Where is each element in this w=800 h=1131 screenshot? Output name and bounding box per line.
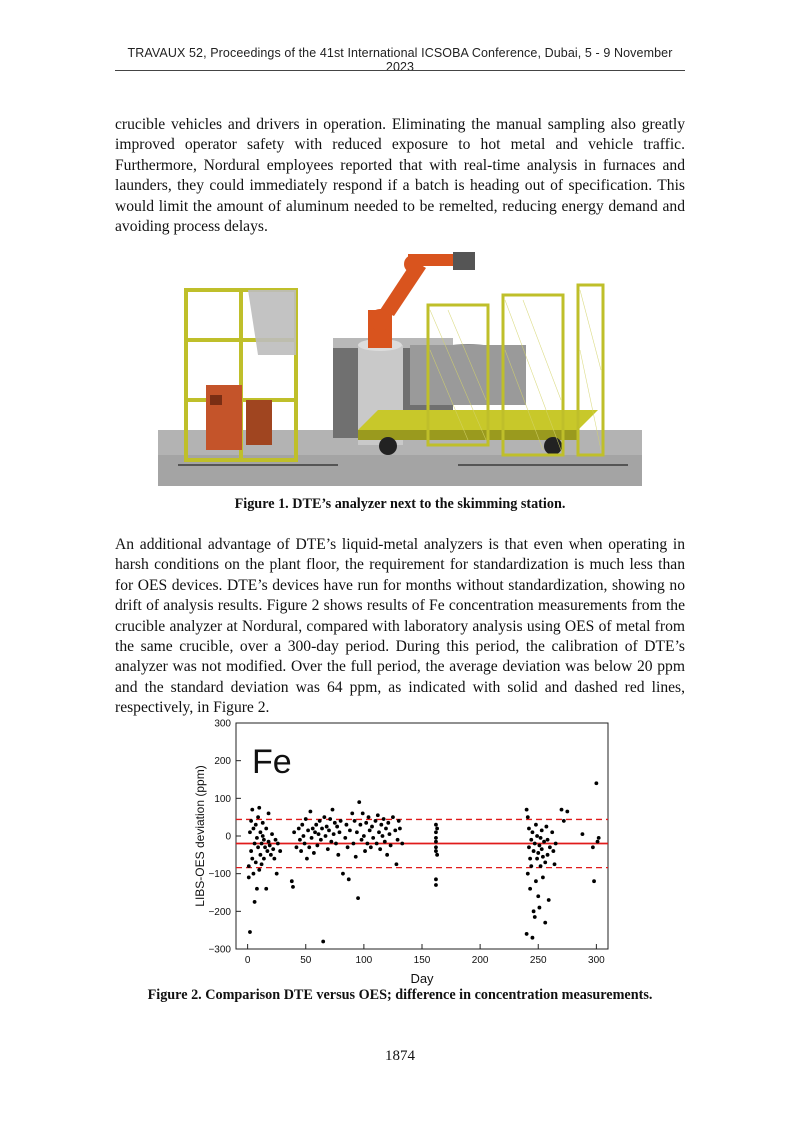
- data-point: [310, 836, 314, 840]
- data-point: [591, 845, 595, 849]
- data-point: [264, 827, 268, 831]
- data-point: [278, 849, 282, 853]
- data-point: [305, 857, 309, 861]
- data-point: [335, 825, 339, 829]
- data-point: [528, 887, 532, 891]
- data-point: [395, 862, 399, 866]
- data-point: [259, 830, 263, 834]
- data-point: [367, 815, 371, 819]
- data-point: [352, 842, 356, 846]
- figure-2-caption: Figure 2. Comparison DTE versus OES; difference in concentration measurements.: [147, 987, 653, 1003]
- data-point: [375, 842, 379, 846]
- data-point: [272, 857, 276, 861]
- data-point: [388, 832, 392, 836]
- data-point: [382, 817, 386, 821]
- data-point: [384, 827, 388, 831]
- data-point: [261, 821, 265, 825]
- data-point: [267, 840, 271, 844]
- cart-wheel: [379, 437, 397, 455]
- data-point: [341, 872, 345, 876]
- data-point: [565, 810, 569, 814]
- data-point: [398, 827, 402, 831]
- data-point: [435, 827, 439, 831]
- data-point: [269, 853, 273, 857]
- data-point: [546, 838, 550, 842]
- data-point: [536, 851, 540, 855]
- data-point: [374, 819, 378, 823]
- data-point: [531, 936, 535, 940]
- data-point: [315, 844, 319, 848]
- data-point: [346, 845, 350, 849]
- data-point: [539, 864, 543, 868]
- data-point: [300, 823, 304, 827]
- y-axis-label: LIBS-OES deviation (ppm): [193, 765, 207, 907]
- figure-1-caption: Figure 1. DTE’s analyzer next to the skimming station.: [234, 496, 566, 512]
- x-tick-label: 250: [529, 955, 547, 966]
- data-point: [525, 932, 529, 936]
- data-point: [338, 830, 342, 834]
- data-point: [562, 819, 566, 823]
- x-tick-label: 0: [244, 955, 251, 966]
- x-tick-label: 300: [588, 955, 605, 966]
- data-point: [434, 840, 438, 844]
- data-point: [256, 815, 260, 819]
- data-point: [299, 849, 303, 853]
- data-point: [253, 842, 257, 846]
- data-point: [348, 828, 352, 832]
- data-point: [262, 857, 266, 861]
- figure-2-chart: [188, 715, 618, 987]
- data-point: [434, 849, 438, 853]
- x-axis-ticks: [245, 944, 605, 966]
- data-point: [534, 879, 538, 883]
- data-point: [291, 885, 295, 889]
- data-point: [325, 825, 329, 829]
- robot-tool: [453, 252, 475, 270]
- data-point: [389, 844, 393, 848]
- data-point: [369, 845, 373, 849]
- data-point: [333, 821, 337, 825]
- data-point: [317, 832, 321, 836]
- data-point: [529, 838, 533, 842]
- y-tick-label: −300: [208, 944, 231, 956]
- data-point: [297, 827, 301, 831]
- data-point: [548, 845, 552, 849]
- data-point: [533, 842, 537, 846]
- data-point: [247, 864, 251, 868]
- data-point: [343, 836, 347, 840]
- data-point: [526, 815, 530, 819]
- data-point: [319, 838, 323, 842]
- data-point: [434, 836, 438, 840]
- data-point: [529, 864, 533, 868]
- data-point: [362, 834, 366, 838]
- data-point: [264, 887, 268, 891]
- data-point: [358, 823, 362, 827]
- data-point: [534, 823, 538, 827]
- data-point: [535, 834, 539, 838]
- data-point: [276, 842, 280, 846]
- data-point: [397, 819, 401, 823]
- data-point: [334, 842, 338, 846]
- data-point: [360, 838, 364, 842]
- x-tick-label: 200: [471, 955, 489, 966]
- data-point: [303, 842, 307, 846]
- data-point: [270, 832, 274, 836]
- data-point: [526, 872, 530, 876]
- data-point: [271, 847, 275, 851]
- data-point: [267, 812, 271, 816]
- data-point: [260, 862, 264, 866]
- data-point: [543, 860, 547, 864]
- data-point: [250, 808, 254, 812]
- data-point: [551, 849, 555, 853]
- data-point: [553, 862, 557, 866]
- data-point: [350, 812, 354, 816]
- page-number: 1874: [385, 1048, 415, 1064]
- header-rule: [115, 70, 685, 71]
- data-point: [345, 823, 349, 827]
- data-point: [254, 823, 258, 827]
- data-point: [361, 812, 365, 816]
- data-point: [541, 876, 545, 880]
- x-tick-label: 100: [355, 955, 373, 966]
- y-tick-label: 100: [214, 793, 231, 805]
- data-point: [364, 821, 368, 825]
- data-point: [547, 898, 551, 902]
- data-point: [336, 853, 340, 857]
- chart-annotation-fe: Fe: [252, 743, 292, 781]
- data-point: [250, 857, 254, 861]
- data-point: [306, 828, 310, 832]
- data-point: [347, 877, 351, 881]
- data-point: [249, 819, 253, 823]
- paragraph-2: An additional advantage of DTE’s liquid-metal analyzers is that even when operating in harsh conditions on the plant floor, the requirement for standardization is much less than for OES devices. DTE’s devices have run for months without standardization, showing no drift of analysis results. Figure 2 shows results of Fe concentration measurements from the crucible analyzer at Nordural, compared with laboratory analysis using OES of metal from the same crucible, over a 300-day period. During this period, the calibration of DTE’s analyzer was not modified. Over the full period, the average deviation was below 20 ppm and the standard deviation was 64 ppm, as indicated with solid and dashed red lines, respectively, in Figure 2.: [115, 536, 685, 717]
- data-point: [385, 853, 389, 857]
- data-point: [260, 842, 264, 846]
- data-point: [527, 845, 531, 849]
- data-point: [386, 821, 390, 825]
- data-point: [298, 838, 302, 842]
- data-point: [259, 853, 263, 857]
- data-point: [255, 836, 259, 840]
- y-tick-label: −200: [208, 906, 231, 918]
- data-point: [331, 808, 335, 812]
- y-tick-label: 0: [225, 831, 231, 843]
- data-point: [393, 828, 397, 832]
- data-point: [248, 830, 252, 834]
- data-point: [356, 896, 360, 900]
- data-point: [265, 849, 269, 853]
- x-tick-label: 150: [413, 955, 431, 966]
- data-point: [531, 830, 535, 834]
- data-point: [252, 827, 256, 831]
- data-point: [253, 900, 257, 904]
- data-point: [332, 832, 336, 836]
- data-point: [540, 828, 544, 832]
- y-tick-label: 300: [214, 718, 231, 730]
- data-point: [309, 810, 313, 814]
- data-point: [378, 847, 382, 851]
- data-point: [261, 834, 265, 838]
- reference-lines: [236, 819, 608, 867]
- data-point: [254, 860, 258, 864]
- data-point: [262, 838, 266, 842]
- data-point: [324, 834, 328, 838]
- data-point: [560, 808, 564, 812]
- data-point: [536, 894, 540, 898]
- plot-frame: [236, 723, 608, 949]
- data-point: [312, 851, 316, 855]
- data-point: [538, 906, 542, 910]
- data-point: [527, 827, 531, 831]
- data-point: [313, 830, 317, 834]
- data-point: [541, 855, 545, 859]
- data-point: [355, 830, 359, 834]
- data-point: [381, 834, 385, 838]
- data-point: [370, 825, 374, 829]
- analyzer-cabinet-panel: [210, 395, 222, 405]
- data-point: [434, 877, 438, 881]
- y-tick-label: −100: [208, 869, 231, 881]
- data-point: [434, 830, 438, 834]
- data-point: [354, 855, 358, 859]
- data-point: [248, 930, 252, 934]
- data-point: [533, 915, 537, 919]
- data-point: [594, 781, 598, 785]
- floor: [158, 450, 642, 486]
- x-axis-label: Day: [410, 971, 434, 986]
- data-point: [383, 840, 387, 844]
- data-point: [318, 819, 322, 823]
- data-point: [363, 849, 367, 853]
- data-point: [434, 823, 438, 827]
- data-points: [247, 781, 601, 943]
- data-point: [542, 840, 546, 844]
- data-point: [434, 883, 438, 887]
- data-point: [339, 819, 343, 823]
- data-point: [596, 840, 600, 844]
- data-point: [329, 840, 333, 844]
- enclosure-hood: [248, 290, 296, 355]
- analyzer-cabinet: [206, 385, 242, 450]
- data-point: [546, 853, 550, 857]
- data-point: [295, 845, 299, 849]
- data-point: [368, 828, 372, 832]
- data-point: [525, 808, 529, 812]
- data-point: [326, 847, 330, 851]
- data-point: [307, 845, 311, 849]
- data-point: [434, 845, 438, 849]
- data-point: [543, 921, 547, 925]
- data-point: [550, 830, 554, 834]
- data-point: [379, 823, 383, 827]
- y-tick-label: 200: [214, 756, 231, 768]
- data-point: [247, 876, 251, 880]
- data-point: [532, 909, 536, 913]
- data-point: [304, 817, 308, 821]
- data-point: [376, 813, 380, 817]
- data-point: [268, 844, 272, 848]
- data-point: [435, 853, 439, 857]
- robot-arm: [368, 254, 463, 348]
- data-point: [252, 872, 256, 876]
- running-header: TRAVAUX 52, Proceedings of the 41st International ICSOBA Conference, Dubai, 5 - 9 November 2023: [127, 46, 673, 74]
- data-point: [322, 815, 326, 819]
- data-point: [554, 842, 558, 846]
- data-point: [597, 836, 601, 840]
- data-point: [535, 857, 539, 861]
- data-point: [314, 823, 318, 827]
- data-point: [328, 817, 332, 821]
- data-point: [249, 849, 253, 853]
- data-point: [532, 849, 536, 853]
- data-point: [365, 842, 369, 846]
- data-point: [539, 836, 543, 840]
- analyzer-box: [246, 400, 272, 445]
- data-point: [540, 847, 544, 851]
- data-point: [321, 940, 325, 944]
- paragraph-1: crucible vehicles and drivers in operation. Eliminating the manual sampling also greatly improved operator safety with reduced exposure to hot metal and vehicle traffic. Furthermore, Nordural employees reported that with real-time analysis in furnaces and launders, they could immediately respond if a batch is heading out of specification. This would limit the amount of aluminum needed to be remelted, reducing energy demand and avoiding process delays.: [115, 116, 685, 236]
- figure-1-illustration: [158, 250, 642, 486]
- data-point: [396, 838, 400, 842]
- data-point: [544, 825, 548, 829]
- data-point: [274, 838, 278, 842]
- data-point: [353, 819, 357, 823]
- data-point: [256, 845, 260, 849]
- data-point: [292, 830, 296, 834]
- data-point: [400, 842, 404, 846]
- data-point: [592, 879, 596, 883]
- data-point: [371, 836, 375, 840]
- data-point: [302, 834, 306, 838]
- data-point: [538, 844, 542, 848]
- data-point: [320, 827, 324, 831]
- data-point: [391, 815, 395, 819]
- data-point: [290, 879, 294, 883]
- data-point: [275, 872, 279, 876]
- data-point: [327, 828, 331, 832]
- x-tick-label: 50: [300, 955, 312, 966]
- data-point: [377, 830, 381, 834]
- data-point: [357, 800, 361, 804]
- data-point: [581, 832, 585, 836]
- data-point: [255, 887, 259, 891]
- data-point: [257, 806, 261, 810]
- data-point: [311, 827, 315, 831]
- data-point: [263, 845, 267, 849]
- data-point: [528, 857, 532, 861]
- data-point: [257, 868, 261, 872]
